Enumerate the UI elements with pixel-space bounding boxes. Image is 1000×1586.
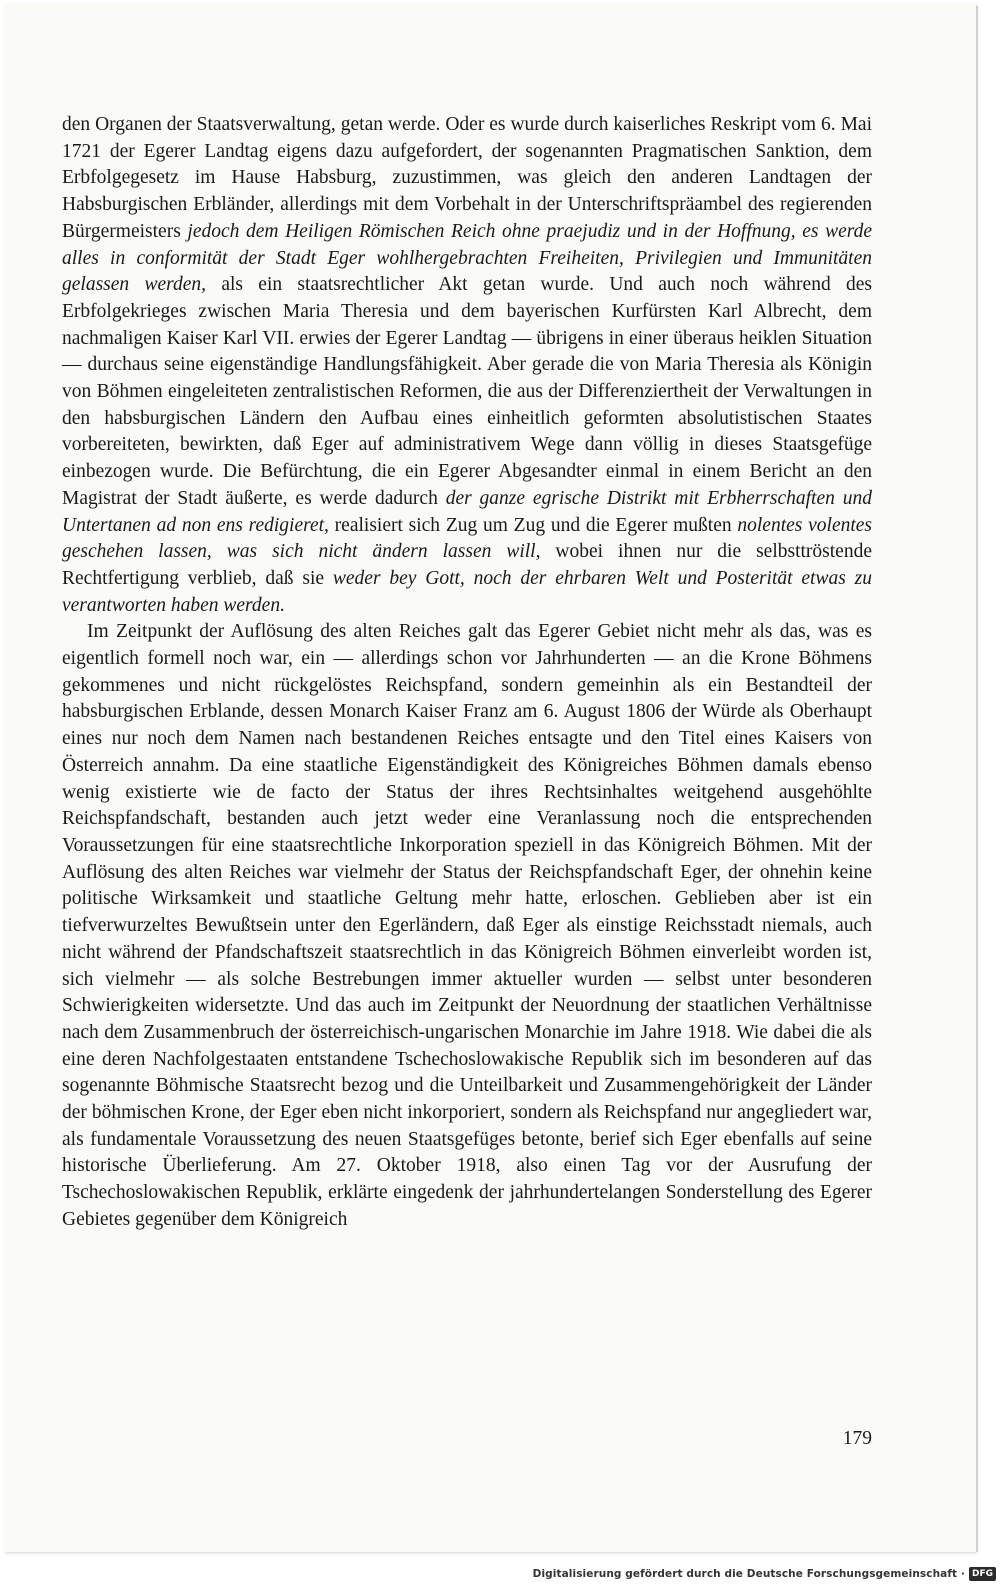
paragraph bbox=[62, 619, 872, 1233]
digitization-footer bbox=[532, 1564, 1000, 1584]
text-run: realisiert sich Zug um Zug und die Egerer mußten bbox=[328, 514, 738, 536]
text-run: wobei ihnen nur die selbsttröstende Rechtfertigung verblieb, daß sie bbox=[62, 541, 872, 589]
italic-quote: nolentes volentes geschehen lassen, was sich nicht ändern lassen will, bbox=[62, 514, 873, 563]
footer-credit: Digitalisierung gefördert durch die Deutsche Forschungsgemeinschaft · bbox=[532, 1568, 965, 1580]
italic-quote: weder bey Gott, noch der ehrbaren Welt und Posterität etwas zu verantworten haben werden. bbox=[62, 567, 872, 616]
page-edge bbox=[976, 6, 978, 1552]
italic-quote: jedoch dem Heiligen Römischen Reich ohne praejudiz und in der Hoffnung, es werde alles in conformität der Stadt Eger wohlhergebrachten Freiheiten, Privilegien und Immunitäten gelassen werden, bbox=[62, 220, 873, 296]
text-run: Im Zeitpunkt der Auflösung des alten Reiches galt das Egerer Gebiet nicht mehr als das, was es eigentlich formell noch war, ein — allerdings schon vor Jahrhunderten — an die Krone Böhmens gekommenes und nicht rückgelöstes Reichspfand, sondern gemeinhin als ein Bestandteil der habsburgischen Erblande, dessen Monarch Kaiser Franz am 6. August 1806 der Würde als Oberhaupt eines nur noch dem Namen nach bestandenen Reiches entsagte und den Titel eines Kaisers von Österreich annahm. Da eine staatliche Eigenständigkeit des Königreiches Böhmen damals ebenso wenig existierte wie de facto der Status der ihres Rechtsinhaltes weitgehend ausgehöhlte Reichspfandschaft, bestanden auch jetzt weder eine Veranlassung noch die entsprechenden Voraussetzungen für eine staatsrechtliche Inkorporation speziell in das Königreich Böhmen. Mit der Auflösung des alten Reiches war vielmehr der Status der Reichspfandschaft Eger, der ohnehin keine politische Wirksamkeit und staatliche Geltung mehr hatte, erloschen. Geblieben aber ist ein tiefverwurzeltes Bewußtsein unter den Egerländern, daß Eger als einstige Reichsstadt niemals, auch nicht während der Pfandschaftszeit staatsrechtlich in das Königreich Böhmen einverleibt worden ist, sich vielmehr — als solche Bestrebungen immer aktueller wurden — selbst unter besonderen Schwierigkeiten widersetzte. Und das auch im Zeitpunkt der Neuordnung der staatlichen Verhältnisse nach dem Zusammenbruch der österreichisch-ungarischen Monarchie im Jahre 1918. Wie dabei die als eine deren Nachfolgestaaten entstandene Tschechoslowakische Republik sich im besonderen auf das sogenannte Böhmische Staatsrecht bezog und die Unteilbarkeit und Zusammengehörigkeit der Länder der böhmischen Krone, der Eger eben nicht inkorporiert, sondern als Reichspfand nur angegliedert war, als fundamentale Voraussetzung des neuen Staatsgefüges betonte, berief sich Eger ebenfalls auf seine historische Überlieferung. Am 27. Oktober 1918, also einen Tag vor der Ausrufung der Tschechoslowakischen Republik, erklärte eingedenk der jahrhundertelangen Sonderstellung des Egerer Gebietes gegenüber dem Königreich bbox=[62, 621, 872, 1230]
body-text bbox=[62, 112, 872, 1234]
page-number: 179 bbox=[842, 1428, 872, 1449]
text-run: als ein staatsrechtlicher Akt getan wurde. Und auch noch während des Erbfolgekrieges zwischen Maria Theresia und dem bayerischen Kurfürsten Karl Albrecht, dem nachmaligen Kaiser Karl VII. erwies der Egerer Landtag — übrigens in einer überaus heiklen Situation — durchaus seine eigenständige Handlungsfähigkeit. Aber gerade die von Maria Theresia als Königin von Böhmen eingeleiteten zentralistischen Reformen, die aus der Differenziertheit der Verwaltungen in den habsburgischen Ländern den Aufbau eines einheitlich geformten absolutistischen Staates vorbereiteten, bewirkten, daß Eger auf administrativem Wege dann völlig in dieses Staatsgefüge einbezogen wurde. Die Befürchtung, die ein Egerer Abgesandter einmal in einem Bericht an den Magistrat der Stadt äußerte, es werde dadurch bbox=[62, 274, 872, 509]
italic-quote: der ganze egrische Distrikt mit Erbherrschaften und Untertanen ad non ens redigieret, bbox=[62, 487, 872, 536]
text-run: den Organen der Staatsverwaltung, getan werde. Oder es wurde durch kaiserliches Reskript vom 6. Mai 1721 der Egerer Landtag eigens dazu aufgefordert, der sogenannten Pragmatischen Sanktion, dem Erbfolgegesetz im Hause Habsburg, zuzustimmen, was gleich den anderen Landtagen der Habsburgischen Erbländer, allerdings mit dem Vorbehalt in der Unterschriftspräambel des regierenden Bürgermeisters bbox=[62, 114, 872, 242]
paragraph bbox=[62, 112, 872, 619]
dfg-logo-icon: DFG bbox=[969, 1567, 996, 1581]
